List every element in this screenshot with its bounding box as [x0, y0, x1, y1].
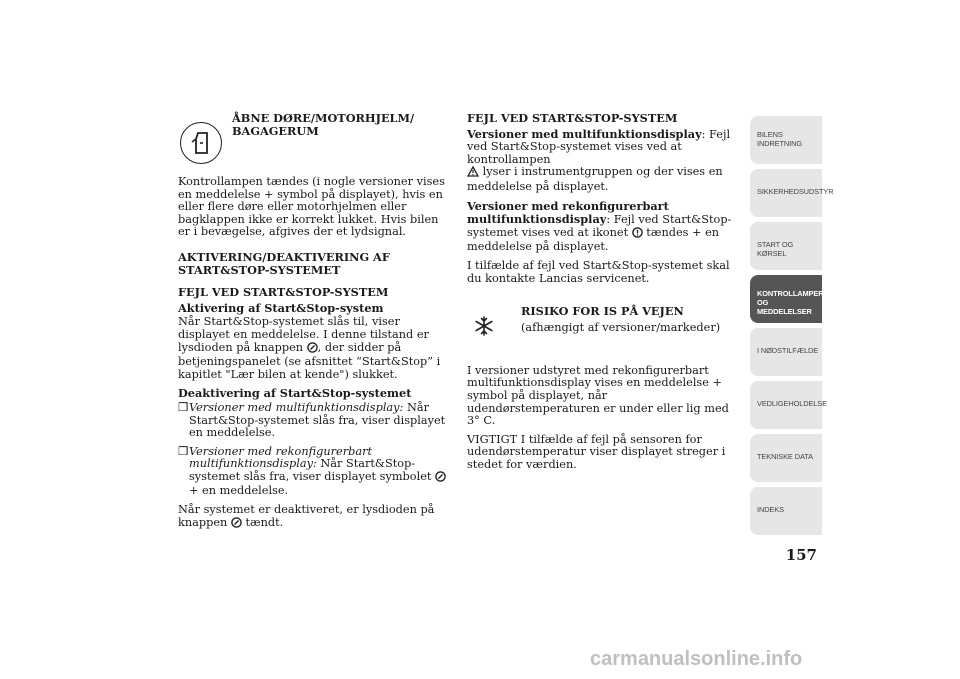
tab-label: TEKNISKE DATA: [757, 452, 813, 461]
start-stop-off-icon: [435, 471, 446, 486]
list-item-body: Når Start&Stop-systemet slås fra, viser displayet en meddelelse.: [189, 400, 446, 440]
fault-title: FEJL VED START&STOP-SYSTEM: [467, 111, 678, 125]
tab-start-og-korsel[interactable]: [750, 222, 822, 270]
tab-vedligeholdelse[interactable]: [750, 381, 827, 429]
fault-p1-bold: Versioner med multifunktionsdisplay: [467, 126, 702, 141]
tab-label: BILENS: [757, 130, 783, 139]
fault-paragraph-3: I tilfælde af fejl ved Start&Stop-systemet skal du kontakte Lancias servicenet.: [467, 258, 730, 285]
tab-label: VEDLIGEHOLDELSE: [757, 399, 827, 408]
tab-label: START OG KØRSEL: [757, 240, 794, 258]
frost-snowflake-icon: [473, 315, 511, 341]
tab-label: INDRETNING: [757, 139, 802, 148]
bullet-marker: ❒: [178, 400, 189, 414]
frost-paragraph: I versioner udstyret med rekonfigurerbart multifunktionsdisplay vises en meddelelse + symbol på displayet, når udendørstemperaturen er under eller lig med 3° C.: [467, 363, 729, 428]
start-stop-fault-icon: [632, 227, 643, 242]
fault-p1-text-b: lyser i instrumentgruppen og der vises en meddelelse på displayet.: [467, 165, 723, 193]
door-warning-header: [178, 112, 454, 164]
list-item-italic: Versioner med rekonfigurerbart multifunktionsdisplay:: [189, 444, 373, 471]
page-number: 157: [785, 546, 817, 564]
tab-sikkerhedsudstyr[interactable]: [750, 169, 834, 217]
tab-indeks[interactable]: [750, 487, 822, 535]
closing-text-a: Når systemet er deaktiveret, er lysdioden på knappen: [178, 503, 435, 529]
closing-text-b: tændt.: [241, 515, 284, 529]
bullet-marker: ❒: [178, 444, 189, 458]
fault-p2-bold: Versioner med rekonfigurerbart multifunktionsdisplay: [467, 198, 669, 227]
frost-warning-subtitle: (afhængigt af versioner/markeder): [521, 320, 721, 334]
deactivation-title: Deaktivering af Start&Stop-systemet: [178, 386, 412, 401]
start-stop-section-title: AKTIVERING/DEAKTIVERING AF START&STOP-SYSTEMET: [178, 249, 390, 277]
tab-kontrollamper[interactable]: [750, 275, 822, 323]
tab-label: KONTROLLAMPER: [757, 289, 824, 298]
frost-important-note: VIGTIGT I tilfælde af fejl på sensoren for udendørstemperatur viser displayet streger i stedet for værdien.: [467, 432, 726, 471]
tab-i-nodstilfaelde[interactable]: [750, 328, 822, 376]
list-item: [178, 402, 454, 440]
tab-label: INDEKS: [757, 505, 784, 514]
list-item-text: [189, 446, 454, 498]
tab-label: I NØDSTILFÆLDE: [757, 346, 819, 355]
frost-warning-header: [467, 305, 741, 341]
start-stop-off-icon: [307, 342, 318, 357]
door-warning-text: Kontrollampen tændes (i nogle versioner vises en meddelelse + symbol på displayet), hvis en eller flere døre eller motorhjelmen eller bagklappen ikke er korrekt lukket. Hvis bilen er i bevægelse, afgives der et lydsignal.: [178, 175, 445, 239]
frost-warning-text: [521, 305, 720, 334]
tab-bilens-indretning[interactable]: [750, 116, 822, 164]
tab-label: SIKKERHEDSUDSTYR: [757, 187, 834, 196]
door-open-icon: [180, 122, 222, 164]
list-item-body-b: + en meddelelse.: [189, 484, 289, 498]
chapter-sidebar: [750, 116, 834, 540]
door-warning-title: ÅBNE DØRE/MOTORHJELM/ BAGAGERUM: [232, 111, 415, 138]
tab-label: OG MEDDELELSER: [757, 298, 812, 316]
warning-triangle-icon: [467, 166, 479, 181]
right-column: [467, 112, 741, 477]
fault-p1-text-a: : Fejl ved Start&Stop-systemet vises ved at kontrollampen: [467, 127, 731, 166]
list-item: [178, 446, 454, 498]
start-stop-off-icon: [231, 517, 242, 532]
fault-p2-text-b: tændes + en meddelelse på displayet.: [467, 225, 720, 254]
start-stop-fault-subtitle: FEJL VED START&STOP-SYSTEM: [178, 285, 389, 300]
closing-paragraph: [178, 504, 454, 531]
list-item-italic: Versioner med multifunktionsdisplay:: [189, 400, 404, 414]
list-item-body-a: Når Start&Stop-systemet slås fra, viser displayet symbolet: [189, 457, 432, 483]
frost-warning-title: RISIKO FOR IS PÅ VEJEN: [521, 304, 684, 319]
activation-text-a: Når Start&Stop-systemet slås til, viser displayet en meddelelse. I denne tilstand er lysdioden på knappen: [178, 315, 429, 354]
watermark: carmanualsonline.info: [590, 648, 803, 670]
fault-paragraph-1: [467, 128, 741, 194]
left-column: [178, 112, 454, 537]
fault-paragraph-2: [467, 200, 741, 254]
fault-p2-text-a: : Fejl ved Start&Stop-systemet vises ved at ikonet: [467, 213, 732, 239]
activation-text-b: , der sidder på betjeningspanelet (se afsnittet “Start&Stop” i kapitlet "Lær bilen at kende") slukket.: [178, 340, 441, 381]
activation-title: Aktivering af Start&Stop-system: [178, 300, 384, 315]
list-item-text: [189, 402, 454, 440]
activation-paragraph: [178, 316, 454, 381]
tab-tekniske-data[interactable]: [750, 434, 822, 482]
